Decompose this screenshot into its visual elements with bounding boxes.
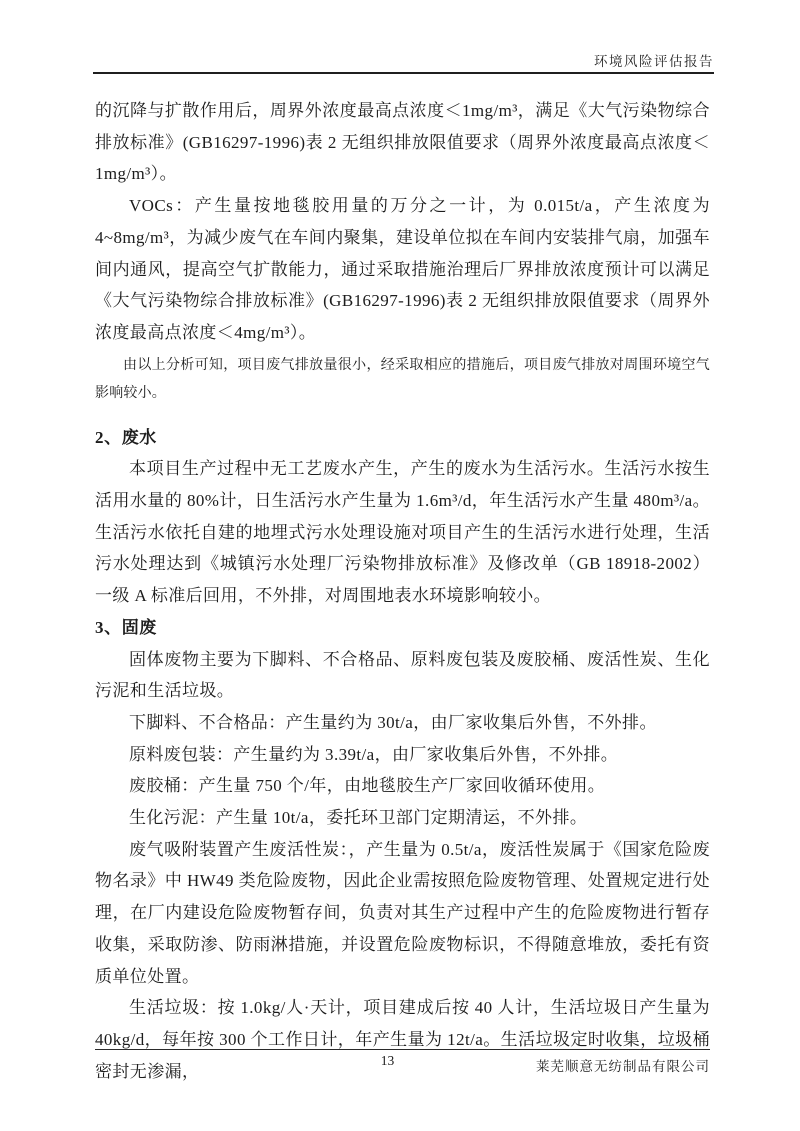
paragraph-domestic-garbage: 生活垃圾：按 1.0kg/人·天计，项目建成后按 40 人计，生活垃圾日产生量为 40kg/d，每年按 300 个工作日计，年产生量为 12t/a。生活垃圾定时收集，垃圾桶密封无渗漏， [95,998,710,1081]
paragraph-waste-activated-carbon: 废气吸附装置产生废活性炭：，产生量为 0.5t/a，废活性炭属于《国家危险废物名录》中 HW49 类危险废物，因此企业需按照危险废物管理、处置规定进行处理，在厂内建设危险废物暂存间，负责对其生产过程中产生的危险废物进行暂存收集，采取防渗、防雨淋措施，并设置危险废物标识，不得随意堆放，委托有资质单位处置。 [95,839,710,986]
page-footer [95,1049,710,1080]
running-header-title: 环境风险评估报告 [594,54,714,69]
running-header [93,0,714,74]
section-heading-solid-waste: 3、固废 [95,617,157,637]
paragraph-waste-glue-barrels: 废胶桶：产生量 750 个/年，由地毯胶生产厂家回收循环使用。 [129,776,606,796]
header-rule [93,72,714,74]
page-number: 13 [380,1053,395,1068]
paragraph-wastewater: 本项目生产过程中无工艺废水产生，产生的废水为生活污水。生活污水按生活用水量的 80%计，日生活污水产生量为 1.6m³/d，年生活污水产生量 480m³/a。生活污水依托自建的地埋式污水处理设施对项目产生的生活污水进行处理，生活污水处理达到《城镇污水处理厂污染物排放标准》及修改单（GB 18918-2002）一级 A 标准后回用，不外排，对周围地表水环境影响较小。 [95,459,710,606]
footer-company-name: 莱芜顺意无纺制品有限公司 [536,1059,710,1074]
paragraph-solid-waste-overview: 固体废物主要为下脚料、不合格品、原料废包装及废胶桶、废活性炭、生化污泥和生活垃圾。 [95,649,710,701]
paragraph-air-dispersion-continued: 的沉降与扩散作用后，周界外浓度最高点浓度＜1mg/m³，满足《大气污染物综合排放标准》(GB16297-1996)表 2 无组织排放限值要求（周界外浓度最高点浓度＜1mg/m³）。 [95,101,710,184]
paragraph-waste-packaging: 原料废包装：产生量约为 3.39t/a，由厂家收集后外售，不外排。 [129,744,619,764]
paragraph-biochemical-sludge: 生化污泥：产生量 10t/a，委托环卫部门定期清运，不外排。 [129,808,588,828]
paragraph-scraps-offcuts: 下脚料、不合格品：产生量约为 30t/a，由厂家收集后外售，不外排。 [129,712,657,732]
section-heading-wastewater: 2、废水 [95,427,157,447]
paragraph-vocs: VOCs：产生量按地毯胶用量的万分之一计，为 0.015t/a，产生浓度为 4~8mg/m³，为减少废气在车间内聚集，建设单位拟在车间内安装排气扇，加强车间内通风，提高空气扩散能力，通过采取措施治理后厂界排放浓度预计可以满足《大气污染物综合排放标准》(GB16297-1996)表 2 无组织排放限值要求（周界外浓度最高点浓度＜4mg/m³）。 [95,196,710,342]
document-body [95,95,710,1087]
paragraph-air-conclusion-note: 由以上分析可知，项目废气排放量很小，经采取相应的措施后，项目废气排放对周围环境空气影响较小。 [95,357,710,401]
